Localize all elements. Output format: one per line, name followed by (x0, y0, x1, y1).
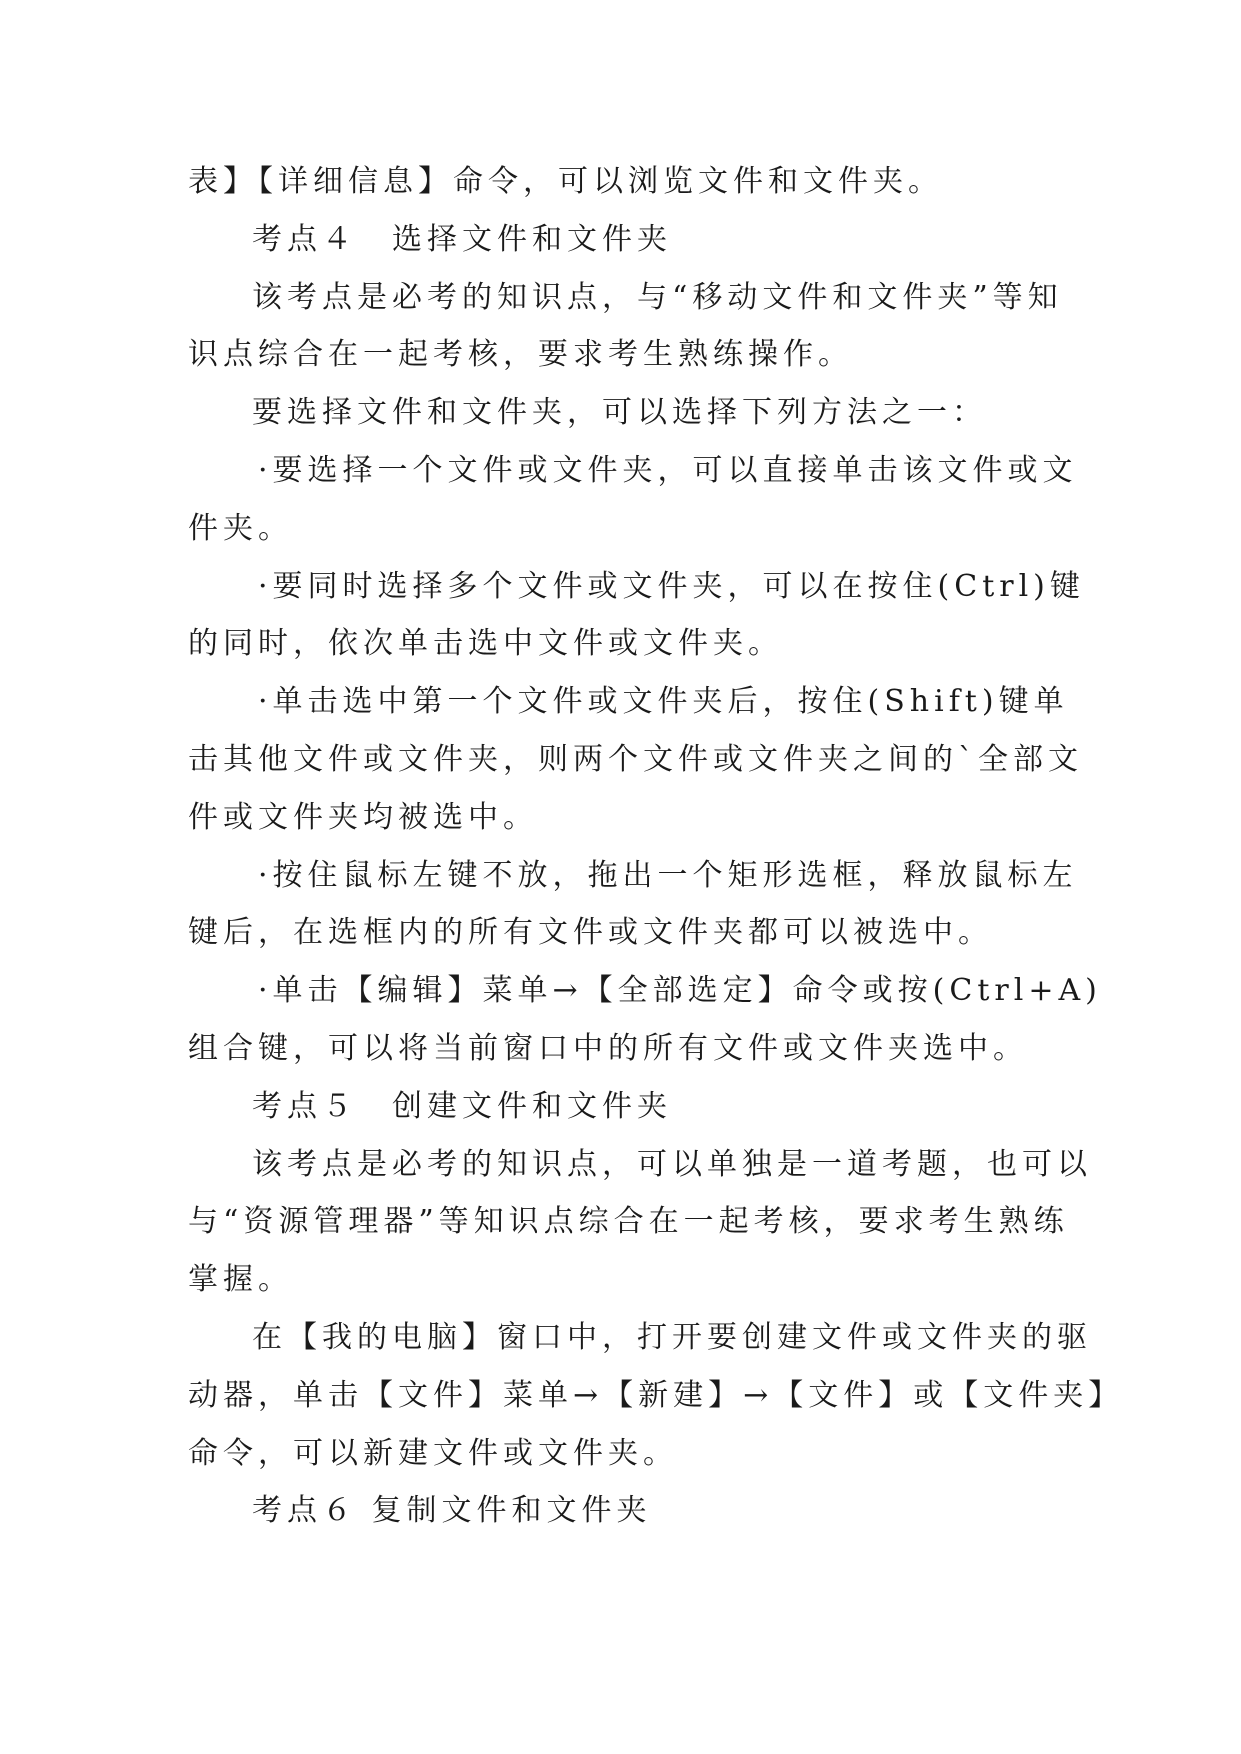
text-line: 与“资源管理器”等知识点综合在一起考核，要求考生熟练 (188, 1204, 1069, 1240)
text-line: 件或文件夹均被选中。 (188, 799, 538, 835)
bullet-line: ·要同时选择多个文件或文件夹，可以在按住(Ctrl)键 (258, 568, 1085, 604)
bullet-line: ·按住鼠标左键不放，拖出一个矩形选框，释放鼠标左 (258, 857, 1078, 893)
text-line: 命令，可以新建文件或文件夹。 (188, 1435, 678, 1471)
bullet-line: ·要选择一个文件或文件夹，可以直接单击该文件或文 (258, 452, 1078, 488)
document-body (188, 153, 1124, 1540)
text-line: 表】【详细信息】命令，可以浏览文件和文件夹。 (188, 164, 943, 199)
text-line: 键后，在选框内的所有文件或文件夹都可以被选中。 (188, 915, 993, 951)
text-line: 在【我的电脑】窗口中，打开要创建文件或文件夹的驱 (252, 1319, 1092, 1355)
section-heading: 考点４ 选择文件和文件夹 (252, 221, 672, 257)
text-line: 要选择文件和文件夹，可以选择下列方法之一： (252, 395, 987, 431)
text-line: 击其他文件或文件夹，则两个文件或文件夹之间的`全部文 (188, 741, 1083, 777)
text-line: 该考点是必考的知识点，可以单独是一道考题，也可以 (252, 1146, 1092, 1182)
text-line: 该考点是必考的知识点，与“移动文件和文件夹”等知 (252, 279, 1063, 315)
bullet-line: ·单击选中第一个文件或文件夹后，按住(Shift)键单 (258, 684, 1069, 720)
section-heading: 考点５ 创建文件和文件夹 (252, 1088, 672, 1124)
text-line: 动器，单击【文件】菜单→【新建】→【文件】或【文件夹】 (188, 1377, 1124, 1413)
section-heading: 考点６ 复制文件和文件夹 (252, 1493, 652, 1529)
bullet-line: ·单击【编辑】菜单→【全部选定】命令或按(Ctrl+A) (258, 973, 1102, 1009)
text-line: 识点综合在一起考核，要求考生熟练操作。 (188, 337, 853, 373)
text-line: 组合键，可以将当前窗口中的所有文件或文件夹选中。 (188, 1030, 1028, 1066)
text-line: 的同时，依次单击选中文件或文件夹。 (188, 626, 783, 662)
text-line: 件夹。 (188, 510, 293, 546)
text-line: 掌握。 (188, 1262, 293, 1298)
